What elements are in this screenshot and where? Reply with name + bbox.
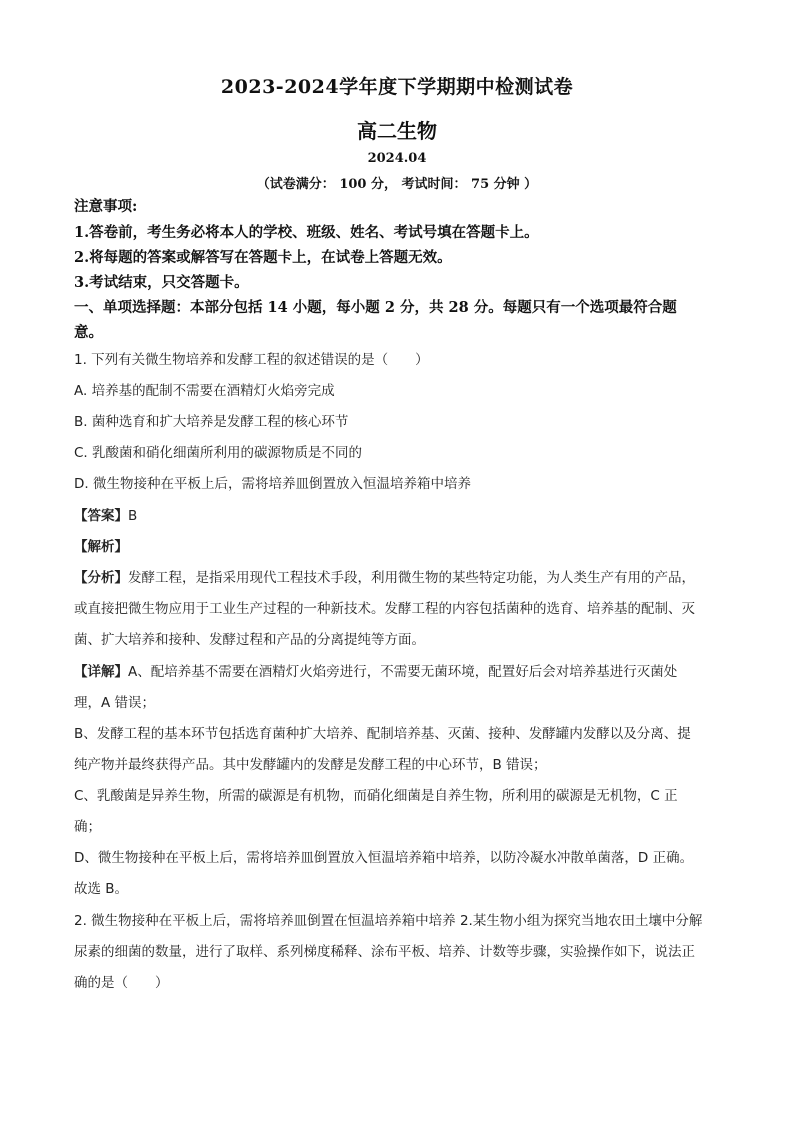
notice-heading: 注意事项: bbox=[74, 198, 138, 215]
section-heading-line-2: 意。 bbox=[74, 324, 103, 341]
q1-option-c: C. 乳酸菌和硝化细菌所利用的碳源物质是不同的 bbox=[74, 445, 363, 461]
fenxi-tag: 【分析】 bbox=[74, 570, 128, 586]
q1-xiangjie-line-3: B、发酵工程的基本环节包括选育菌种扩大培养、配制培养基、灭菌、接种、发酵罐内发酵以及分离、提 bbox=[74, 726, 691, 742]
q2-line-3: 确的是（ ） bbox=[74, 975, 169, 991]
q1-xiangjie-line-4: 纯产物并最终获得产品。其中发酵罐内的发酵是发酵工程的中心环节，B 错误； bbox=[74, 757, 547, 773]
exam-info: （试卷满分： 100 分， 考试时间： 75 分钟 ） bbox=[256, 177, 538, 192]
q1-xiangjie-line-7: D、微生物接种在平板上后，需将培养皿倒置放入恒温培养箱中培养，以防冷凝水冲散单菌落，D 正确。 bbox=[74, 850, 694, 866]
notice-item-1: 1.答卷前，考生务必将本人的学校、班级、姓名、考试号填在答题卡上。 bbox=[74, 224, 539, 241]
notice-item-3: 3.考试结束，只交答题卡。 bbox=[74, 274, 249, 291]
q1-xiangjie-line-5: C、乳酸菌是异养生物，所需的碳源是有机物，而硝化细菌是自养生物，所利用的碳源是无机物，C 正 bbox=[74, 788, 678, 804]
exam-date: 2024.04 bbox=[367, 151, 427, 166]
analysis-tag: 【解析】 bbox=[74, 539, 128, 555]
notice-item-2: 2.将每题的答案或解答写在答题卡上，在试卷上答题无效。 bbox=[74, 249, 452, 266]
q1-fenxi-line-1 bbox=[74, 566, 724, 586]
q1-analysis-tag bbox=[74, 535, 724, 555]
q1-xiangjie-line-1 bbox=[74, 660, 724, 680]
q1-option-d: D. 微生物接种在平板上后，需将培养皿倒置放入恒温培养箱中培养 bbox=[74, 476, 471, 492]
q2-line-1: 2. 微生物接种在平板上后，需将培养皿倒置在恒温培养箱中培养 2.某生物小组为探究当地农田土壤中分解 bbox=[74, 913, 703, 929]
section-heading-line-1: 一、单项选择题：本部分包括 14 小题，每小题 2 分，共 28 分。每题只有一个选项最符合题 bbox=[74, 299, 677, 316]
q1-xiangjie-line-2: 理，A 错误； bbox=[74, 695, 156, 711]
exam-title: 2023-2024学年度下学期期中检测试卷 bbox=[220, 76, 574, 98]
answer-value: B bbox=[128, 508, 138, 524]
xiangjie-tag: 【详解】 bbox=[74, 664, 128, 680]
xiangjie-text-1: A、配培养基不需要在酒精灯火焰旁进行，不需要无菌环境，配置好后会对培养基进行灭菌处 bbox=[128, 664, 678, 680]
q1-xiangjie-line-6: 确； bbox=[74, 819, 101, 835]
fenxi-text-1: 发酵工程，是指采用现代工程技术手段，利用微生物的某些特定功能，为人类生产有用的产品， bbox=[128, 570, 695, 586]
q1-fenxi-line-3: 菌、扩大培养和接种、发酵过程和产品的分离提纯等方面。 bbox=[74, 632, 425, 648]
q1-xiangjie-line-8: 故选 B。 bbox=[74, 881, 129, 897]
q2-line-2: 尿素的细菌的数量，进行了取样、系列梯度稀释、涂布平板、培养、计数等步骤，实验操作如下，说法正 bbox=[74, 944, 695, 960]
q1-stem: 1. 下列有关微生物培养和发酵工程的叙述错误的是（ ） bbox=[74, 352, 429, 368]
answer-tag: 【答案】 bbox=[74, 508, 128, 524]
q1-option-b: B. 菌种选育和扩大培养是发酵工程的核心环节 bbox=[74, 414, 349, 430]
q1-option-a: A. 培养基的配制不需要在酒精灯火焰旁完成 bbox=[74, 383, 335, 399]
subject-title: 高二生物 bbox=[357, 119, 437, 143]
q1-fenxi-line-2: 或直接把微生物应用于工业生产过程的一种新技术。发酵工程的内容包括菌种的选育、培养基的配制、灭 bbox=[74, 601, 695, 617]
q1-answer bbox=[74, 504, 724, 524]
